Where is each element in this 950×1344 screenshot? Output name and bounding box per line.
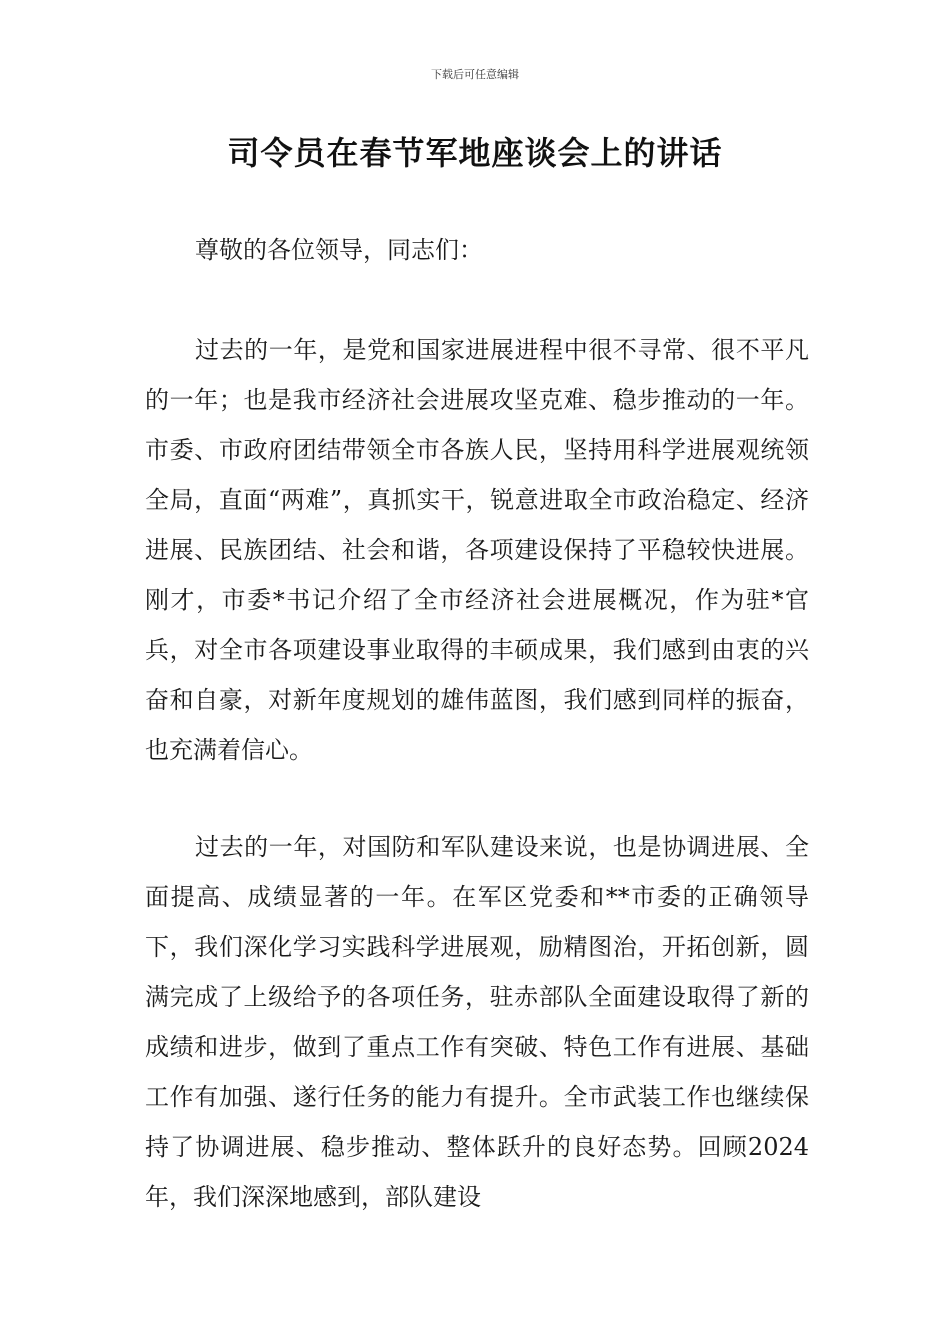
body-paragraph: 过去的一年，对国防和军队建设来说，也是协调进展、全面提高、成绩显著的一年。在军区党委和**市委的正确领导下，我们深化学习实践科学进展观，励精图治，开拓创新，圆满完成了上级给予的各项任务，驻赤部队全面建设取得了新的成绩和进步，做到了重点工作有突破、特色工作有进展、基础工作有加强、遂行任务的能力有提升。全市武装工作也继续保持了协调进展、稳步推动、整体跃升的良好态势。回顾2024年，我们深深地感到，部队建设 <box>145 833 809 1211</box>
body-paragraph: 过去的一年，是党和国家进展进程中很不寻常、很不平凡的一年；也是我市经济社会进展攻坚克难、稳步推动的一年。市委、市政府团结带领全市各族人民，坚持用科学进展观统领全局，直面“两难”，真抓实干，锐意进取全市政治稳定、经济进展、民族团结、社会和谐，各项建设保持了平稳较快进展。刚才，市委*书记介绍了全市经济社会进展概况，作为驻*官兵，对全市各项建设事业取得的丰硕成果，我们感到由衷的兴奋和自豪，对新年度规划的雄伟蓝图，我们感到同样的振奋，也充满着信心。 <box>145 336 809 764</box>
document-title: 司令员在春节军地座谈会上的讲话 <box>227 134 723 172</box>
header-note: 下载后可任意编辑 <box>431 68 519 81</box>
salutation-paragraph: 尊敬的各位领导，同志们： <box>195 236 483 264</box>
